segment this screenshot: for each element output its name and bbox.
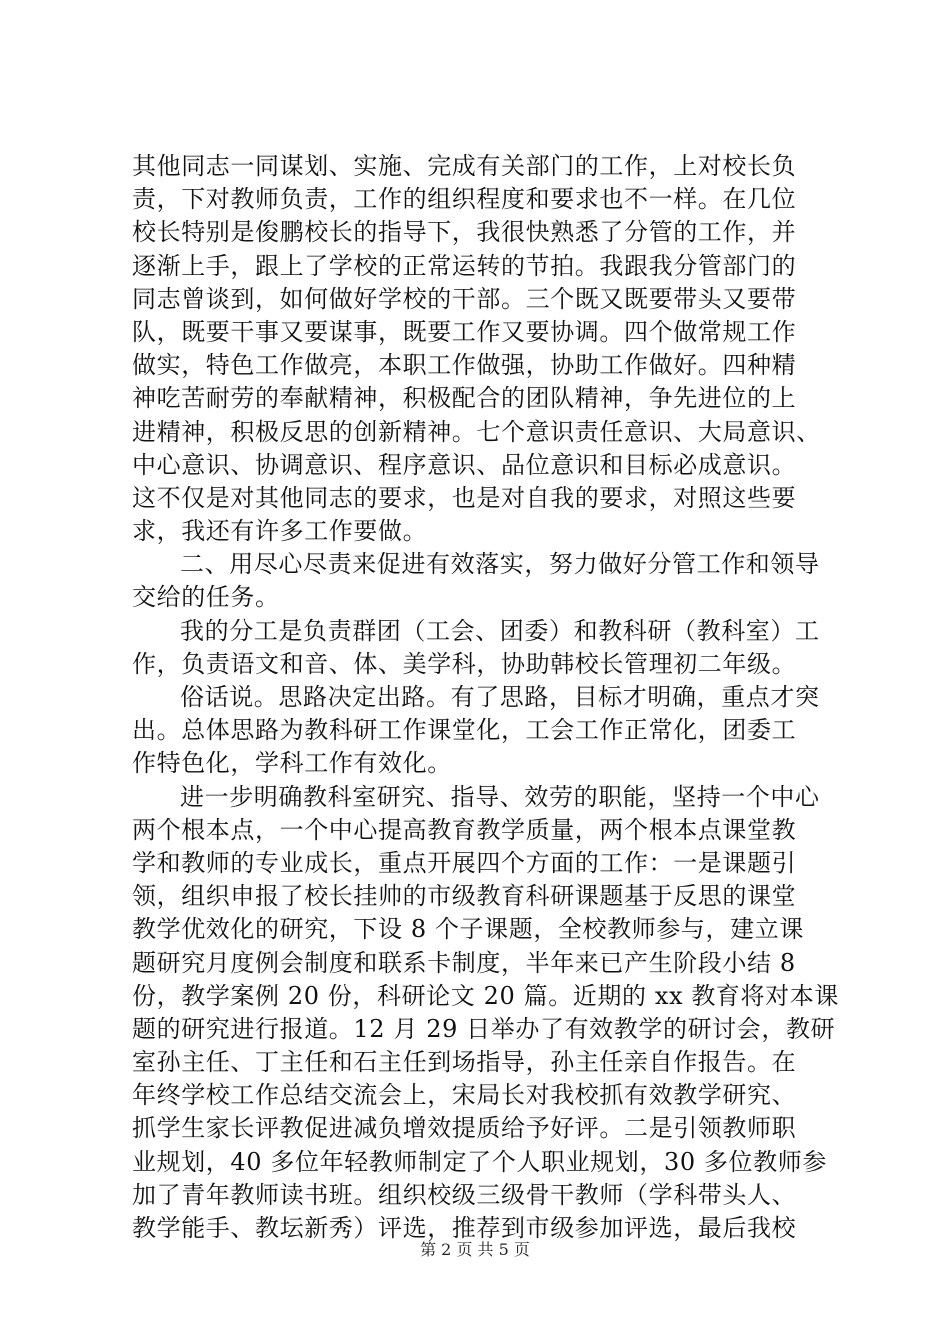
document-body <box>132 150 852 1245</box>
text-line: 这不仅是对其他同志的要求，也是对自我的要求，对照这些要 <box>132 483 797 512</box>
text-line: 队，既要干事又要谋事，既要工作又要协调。四个做常规工作 <box>132 317 797 346</box>
text-line: 领，组织申报了校长挂帅的市级教育科研课题基于反思的课堂 <box>132 882 797 911</box>
text-line: 教学优效化的研究，下设 8 个子课题，全校教师参与，建立课 <box>132 915 804 944</box>
text-line: 责，下对教师负责，工作的组织程度和要求也不一样。在几位 <box>132 185 797 214</box>
text-line: 抓学生家长评教促进减负增效提质给予好评。二是引领教师职 <box>132 1114 797 1143</box>
text-line: 其他同志一同谋划、实施、完成有关部门的工作，上对校长负 <box>132 152 797 180</box>
text-line: 加了青年教师读书班。组织校级三级骨干教师（学科带头人、 <box>132 1180 797 1209</box>
text-line: 教学能手、教坛新秀）评选，推荐到市级参加评选，最后我校 <box>132 1214 797 1242</box>
text-line: 校长特别是俊鹏校长的指导下，我很快熟悉了分管的工作，并 <box>132 218 797 247</box>
text-line: 交给的任务。 <box>132 583 280 612</box>
text-line: 作特色化，学科工作有效化。 <box>132 749 452 778</box>
text-line: 两个根本点，一个中心提高教育教学质量，两个根本点课堂教 <box>132 815 797 844</box>
text-line: 进精神，积极反思的创新精神。七个意识责任意识、大局意识、 <box>132 417 821 446</box>
text-line: 业规划，40 多位年轻教师制定了个人职业规划，30 多位教师参 <box>132 1147 827 1176</box>
text-line: 二、用尽心尽责来促进有效落实，努力做好分管工作和领导 <box>180 550 820 579</box>
text-line: 进一步明确教科室研究、指导、效劳的职能，坚持一个中心 <box>180 782 820 811</box>
text-line: 俗话说。思路决定出路。有了思路，目标才明确，重点才突 <box>180 683 820 711</box>
text-line: 同志曾谈到，如何做好学校的干部。三个既又既要带头又要带 <box>132 284 797 313</box>
page-footer: 第 2 页 共 5 页 <box>420 1240 530 1259</box>
text-line: 室孙主任、丁主任和石主任到场指导，孙主任亲自作报告。在 <box>132 1048 797 1077</box>
text-line: 出。总体思路为教科研工作课堂化，工会工作正常化，团委工 <box>132 716 797 745</box>
text-line: 做实，特色工作做亮，本职工作做强，协助工作做好。四种精 <box>132 351 797 380</box>
text-line: 题的研究进行报道。12 月 29 日举办了有效教学的研讨会，教研 <box>132 1014 836 1043</box>
text-line: 神吃苦耐劳的奉献精神，积极配合的团队精神，争先进位的上 <box>132 384 797 413</box>
text-line: 逐渐上手，跟上了学校的正常运转的节拍。我跟我分管部门的 <box>132 251 797 280</box>
text-line: 年终学校工作总结交流会上，宋局长对我校抓有效教学研究、 <box>132 1081 797 1110</box>
text-line: 作，负责语文和音、体、美学科，协助韩校长管理初二年级。 <box>132 649 797 678</box>
text-line: 中心意识、协调意识、程序意识、品位意识和目标必成意识。 <box>132 450 797 479</box>
text-line: 份，教学案例 20 份，科研论文 20 篇。近期的 xx 教育将对本课 <box>132 981 839 1010</box>
text-line: 学和教师的专业成长，重点开展四个方面的工作：一是课题引 <box>132 848 797 877</box>
text-line: 求，我还有许多工作要做。 <box>132 517 428 546</box>
text-line: 我的分工是负责群团（工会、团委）和教科研（教科室）工 <box>180 616 820 645</box>
text-line: 题研究月度例会制度和联系卡制度，半年来已产生阶段小结 8 <box>132 948 796 977</box>
